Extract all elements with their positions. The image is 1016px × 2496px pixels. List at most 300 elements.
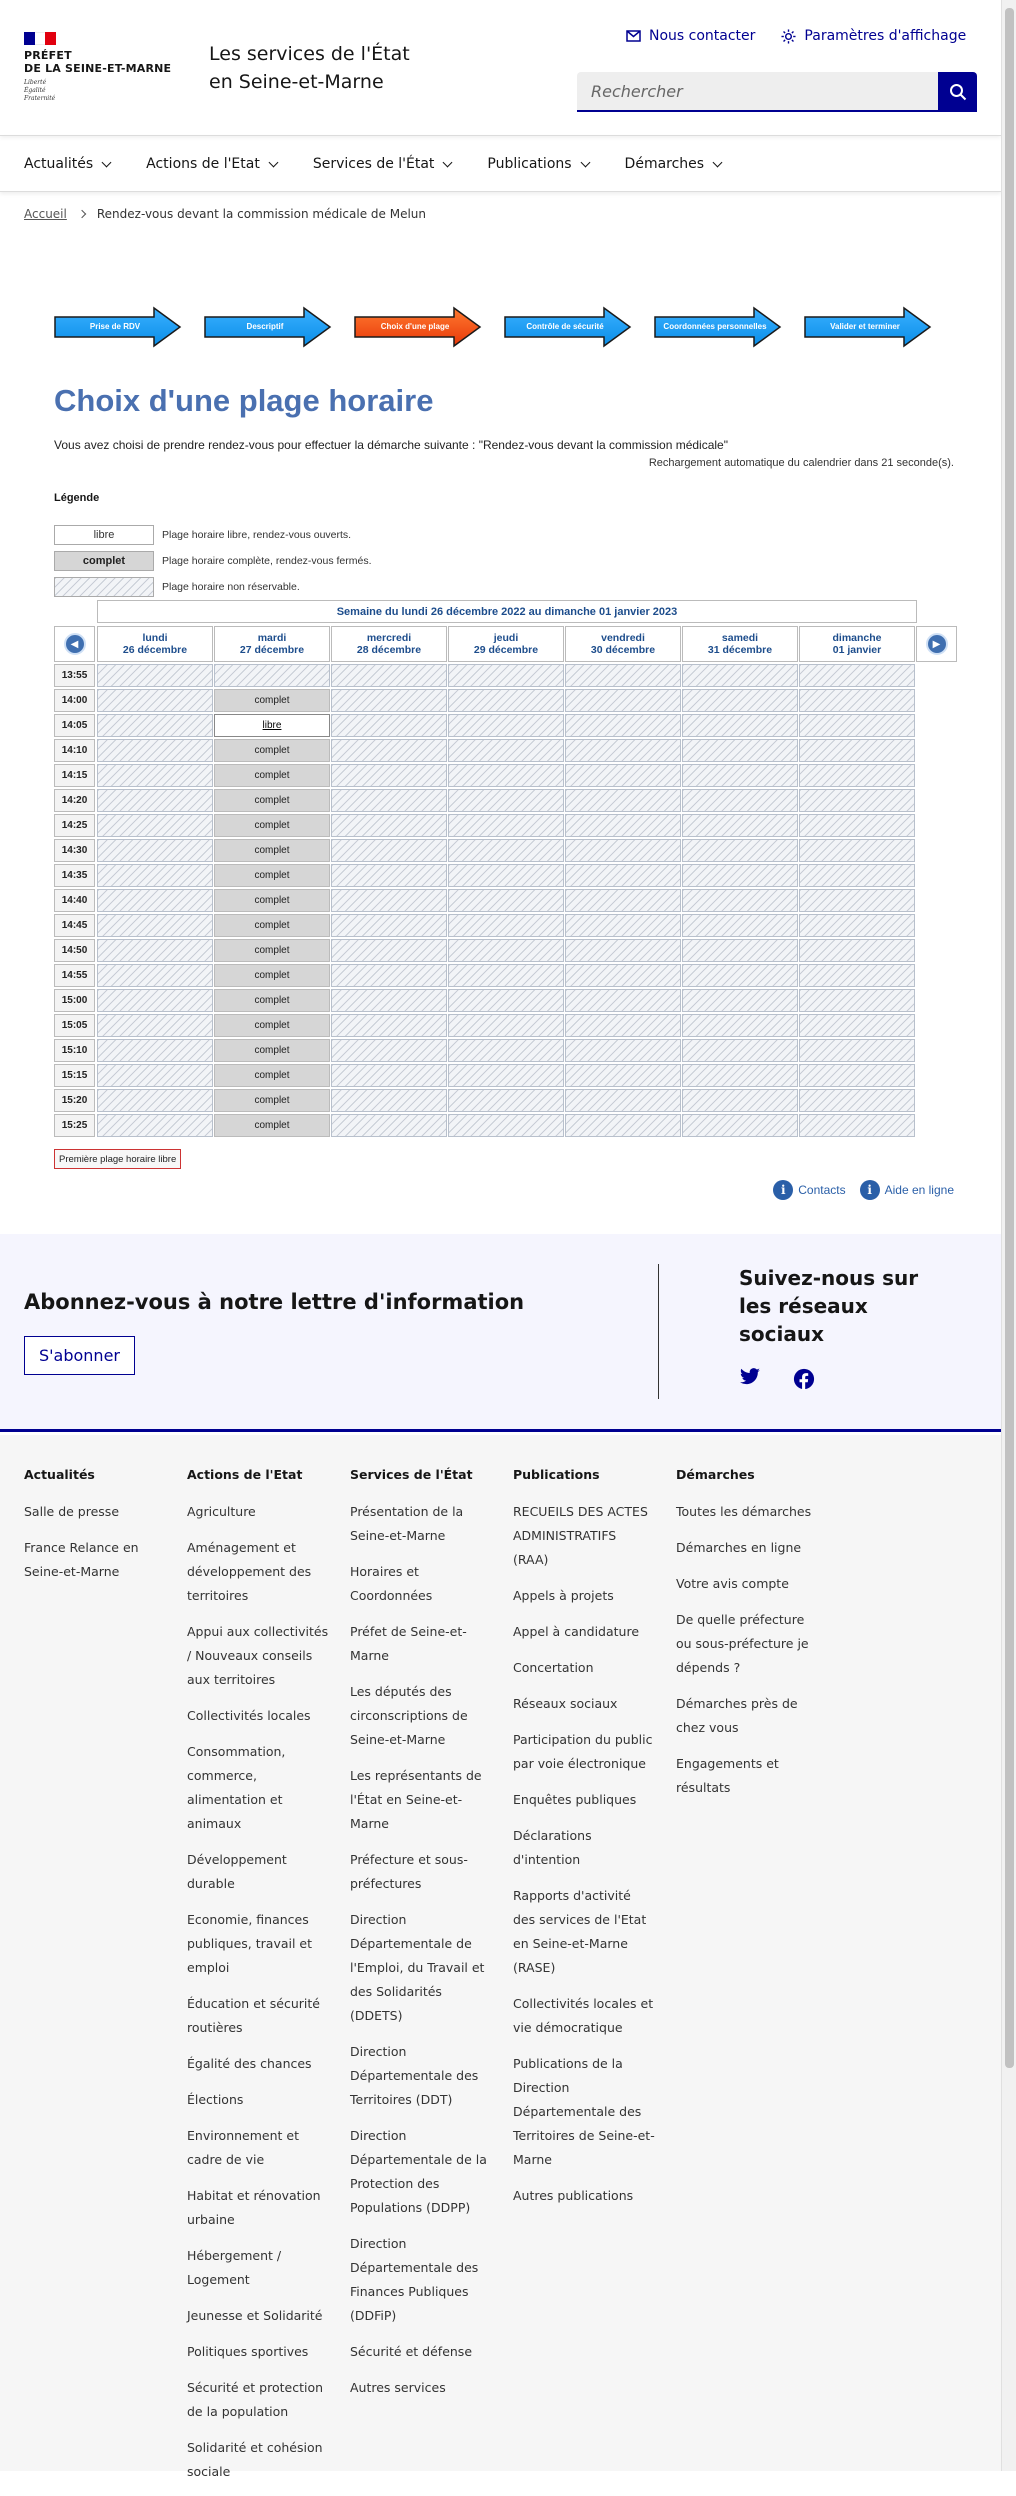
next-week-button[interactable] — [916, 626, 957, 662]
slot-full: complet — [214, 889, 330, 912]
slot-unavailable — [682, 989, 798, 1012]
slot-unavailable — [448, 714, 564, 737]
slot-full: complet — [214, 964, 330, 987]
wizard-step — [354, 307, 482, 347]
footer-link[interactable]: Préfet de Seine-et-Marne — [350, 1624, 467, 1663]
site-title[interactable]: Les services de l'État en Seine-et-Marne — [209, 43, 410, 93]
day-name: jeudi — [493, 632, 519, 644]
slot-full: complet — [214, 864, 330, 887]
slot-unavailable — [97, 1014, 213, 1037]
day-header — [214, 626, 330, 662]
slot-unavailable — [97, 1114, 213, 1137]
slot-unavailable — [331, 664, 447, 687]
slot-unavailable — [331, 1114, 447, 1137]
time-label: 15:00 — [54, 989, 95, 1012]
contacts-label: Contacts — [798, 1183, 846, 1197]
slot-full: complet — [214, 1039, 330, 1062]
slot-unavailable — [331, 764, 447, 787]
slot-unavailable — [331, 739, 447, 762]
slot-unavailable — [448, 939, 564, 962]
slot-unavailable — [799, 889, 915, 912]
wizard-step — [654, 307, 782, 347]
footer-link[interactable]: France Relance en Seine-et-Marne — [24, 1540, 139, 1579]
slot-unavailable — [682, 1114, 798, 1137]
legend-box-unavailable — [54, 577, 154, 597]
time-label: 14:30 — [54, 839, 95, 862]
nav-label: Actualités — [24, 156, 94, 172]
breadcrumb — [24, 207, 426, 221]
info-icon: i — [773, 1180, 793, 1200]
time-row — [54, 839, 959, 862]
time-row — [54, 939, 959, 962]
slot-unavailable — [565, 914, 681, 937]
footer-link[interactable]: Solidarité et cohésion sociale — [187, 2440, 323, 2479]
slot-unavailable — [565, 889, 681, 912]
nav-item-publications[interactable] — [487, 136, 588, 192]
slot-unavailable — [565, 1114, 681, 1137]
slot-unavailable — [565, 964, 681, 987]
slot-unavailable — [565, 1014, 681, 1037]
slot-unavailable — [799, 714, 915, 737]
slot-unavailable — [799, 989, 915, 1012]
footer-link[interactable]: Publications de la Direction Départementale des Territoires de Seine-et-Marne — [513, 2056, 655, 2167]
chevron-down-icon — [443, 157, 453, 167]
newsletter-section — [0, 1234, 1001, 1432]
footer-link[interactable]: Les représentants de l'État en Seine-et-Marne — [350, 1768, 482, 1831]
wizard-steps — [54, 307, 932, 347]
nav-item-actions[interactable] — [146, 136, 277, 192]
footer-link[interactable]: Collectivités locales — [187, 1708, 311, 1723]
slot-unavailable — [682, 1089, 798, 1112]
footer-link[interactable]: Participation du public par voie électronique — [513, 1732, 653, 1771]
time-label: 15:05 — [54, 1014, 95, 1037]
time-row — [54, 1114, 959, 1137]
main-nav — [0, 136, 1001, 192]
slot-unavailable — [682, 864, 798, 887]
slot-unavailable — [682, 714, 798, 737]
slot-unavailable — [565, 764, 681, 787]
slot-unavailable — [448, 1014, 564, 1037]
chevron-down-icon — [268, 157, 278, 167]
time-label: 14:05 — [54, 714, 95, 737]
footer-link[interactable]: Autres services — [350, 2380, 446, 2395]
slot-unavailable — [565, 689, 681, 712]
time-label: 14:45 — [54, 914, 95, 937]
slot-unavailable — [448, 789, 564, 812]
footer-link[interactable]: Démarches près de chez vous — [676, 1696, 798, 1735]
slot-unavailable — [97, 714, 213, 737]
prefet-logo[interactable] — [24, 32, 174, 103]
wizard-step — [204, 307, 332, 347]
arrow-left-icon: ◀ — [64, 633, 86, 655]
footer-link[interactable]: Appels à projets — [513, 1588, 614, 1603]
time-label: 15:15 — [54, 1064, 95, 1087]
slot-full: complet — [214, 939, 330, 962]
slot-full: complet — [214, 789, 330, 812]
online-help-label: Aide en ligne — [884, 1183, 954, 1197]
reload-notice: Rechargement automatique du calendrier dans 21 seconde(s). — [648, 457, 954, 469]
footer-link[interactable]: Sécurité et défense — [350, 2344, 473, 2359]
slot-unavailable — [331, 989, 447, 1012]
day-date: 26 décembre — [122, 644, 188, 656]
legend-full — [54, 551, 372, 571]
contact-link[interactable] — [626, 28, 755, 44]
contacts-link[interactable] — [773, 1180, 845, 1200]
slot-unavailable — [799, 914, 915, 937]
footer-heading: Actions de l'Etat — [187, 1467, 303, 1482]
day-date: 29 décembre — [473, 644, 539, 656]
social-title: Suivez-nous sur les réseaux sociaux — [739, 1266, 919, 1346]
breadcrumb-home[interactable]: Accueil — [24, 207, 67, 221]
slot-unavailable — [97, 964, 213, 987]
nav-item-services[interactable] — [313, 136, 452, 192]
time-row — [54, 689, 959, 712]
legend-none — [54, 577, 300, 597]
slot-unavailable — [97, 914, 213, 937]
day-name: mercredi — [366, 632, 412, 644]
footer-link[interactable]: Direction Départementale des Territoires (DDT) — [350, 2044, 479, 2107]
slot-unavailable — [448, 1039, 564, 1062]
legend-text: Plage horaire libre, rendez-vous ouverts. — [162, 529, 352, 541]
footer-link[interactable]: Présentation de la Seine-et-Marne — [350, 1504, 464, 1543]
divider — [658, 1264, 659, 1399]
time-row — [54, 1039, 959, 1062]
day-name: samedi — [721, 632, 759, 644]
footer-heading: Actualités — [24, 1467, 95, 1482]
intro-text: Vous avez choisi de prendre rendez-vous pour effectuer la démarche suivante : "Rendez-vous devant la commission médicale" — [54, 438, 728, 452]
day-name: mardi — [257, 632, 287, 644]
motto-1: Liberté — [24, 79, 47, 86]
slot-unavailable — [448, 889, 564, 912]
footer-heading: Démarches — [676, 1467, 755, 1482]
day-date: 01 janvier — [832, 644, 882, 656]
wizard-step — [804, 307, 932, 347]
wizard-step — [504, 307, 632, 347]
footer-link[interactable]: Direction Départementale de l'Emploi, du Travail et des Solidarités (DDETS) — [350, 1912, 485, 2023]
day-date: 28 décembre — [356, 644, 422, 656]
slot-unavailable — [565, 1039, 681, 1062]
footer-link[interactable]: Aménagement et développement des territoires — [187, 1540, 312, 1603]
slot-unavailable — [448, 989, 564, 1012]
first-free-slot-button[interactable]: Première plage horaire libre — [54, 1149, 181, 1169]
slot-full: complet — [214, 839, 330, 862]
footer-link[interactable]: Autres publications — [513, 2188, 634, 2203]
slot-full: complet — [214, 989, 330, 1012]
slot-unavailable — [448, 1114, 564, 1137]
slot-unavailable — [448, 1064, 564, 1087]
slot-unavailable — [682, 664, 798, 687]
wizard-step-label: Descriptif — [246, 322, 284, 331]
time-row — [54, 1064, 959, 1087]
day-name: vendredi — [601, 632, 645, 644]
time-row — [54, 814, 959, 837]
search-icon — [949, 83, 967, 101]
slot-unavailable — [565, 989, 681, 1012]
time-label: 15:25 — [54, 1114, 95, 1137]
slot-unavailable — [97, 1039, 213, 1062]
slot-unavailable — [682, 1064, 798, 1087]
time-row — [54, 739, 959, 762]
slot-unavailable — [331, 1064, 447, 1087]
subscribe-button[interactable]: S'abonner — [24, 1336, 135, 1375]
page-scrollbar[interactable] — [1001, 0, 1016, 2471]
slot-unavailable — [331, 689, 447, 712]
info-icon: i — [860, 1180, 880, 1200]
slot-unavailable — [565, 714, 681, 737]
slot-unavailable — [448, 814, 564, 837]
slot-unavailable — [799, 814, 915, 837]
time-row — [54, 1014, 959, 1037]
legend-text: Plage horaire non réservable. — [162, 581, 300, 593]
wizard-step-label: Choix d'une plage — [380, 322, 450, 331]
slot-unavailable — [214, 664, 330, 687]
day-header — [448, 626, 564, 662]
slot-unavailable — [565, 864, 681, 887]
scrollbar-thumb[interactable] — [1005, 8, 1014, 2068]
slot-unavailable — [682, 814, 798, 837]
time-label: 14:50 — [54, 939, 95, 962]
footer-column — [24, 1467, 166, 1596]
slot-unavailable — [682, 964, 798, 987]
slot-unavailable — [799, 939, 915, 962]
arrow-right-icon: ▶ — [926, 633, 948, 655]
slot-full: complet — [214, 1089, 330, 1112]
site-header — [0, 0, 1001, 136]
footer-link[interactable]: Votre avis compte — [676, 1576, 789, 1591]
footer-link[interactable]: Appel à candidature — [513, 1624, 640, 1639]
time-row — [54, 1089, 959, 1112]
slot-unavailable — [799, 764, 915, 787]
slot-unavailable — [565, 939, 681, 962]
footer-link[interactable]: Hébergement / Logement — [187, 2248, 282, 2287]
legend-box-free: libre — [54, 525, 154, 545]
slot-unavailable — [565, 664, 681, 687]
slot-unavailable — [799, 789, 915, 812]
slot-unavailable — [799, 964, 915, 987]
time-row — [54, 764, 959, 787]
previous-week-button[interactable] — [54, 626, 95, 662]
slot-unavailable — [565, 839, 681, 862]
slot-unavailable — [97, 814, 213, 837]
slot-unavailable — [448, 689, 564, 712]
footer-column — [350, 1467, 492, 2412]
slot-unavailable — [448, 839, 564, 862]
slot-unavailable — [682, 689, 798, 712]
footer-link[interactable]: Appui aux collectivités / Nouveaux conseils aux territoires — [187, 1624, 329, 1687]
footer-link[interactable]: Jeunesse et Solidarité — [187, 2308, 323, 2323]
slot-unavailable — [97, 839, 213, 862]
newsletter-title: Abonnez-vous à notre lettre d'information — [24, 1290, 525, 1314]
facebook-icon[interactable] — [793, 1368, 815, 1394]
wizard-step — [54, 307, 182, 347]
slot-unavailable — [799, 664, 915, 687]
time-label: 14:10 — [54, 739, 95, 762]
legend-text: Plage horaire complète, rendez-vous fermés. — [162, 555, 372, 567]
logo-line1: PRÉFET — [24, 49, 72, 62]
slot-unavailable — [682, 764, 798, 787]
slot-unavailable — [682, 1039, 798, 1062]
slot-free[interactable]: libre — [214, 714, 330, 737]
slot-unavailable — [97, 864, 213, 887]
time-row — [54, 864, 959, 887]
footer-link[interactable]: RECUEILS DES ACTES ADMINISTRATIFS (RAA) — [513, 1504, 648, 1567]
slot-unavailable — [97, 939, 213, 962]
slot-unavailable — [799, 1064, 915, 1087]
slot-unavailable — [97, 789, 213, 812]
slot-unavailable — [448, 739, 564, 762]
chevron-down-icon — [580, 157, 590, 167]
slot-full: complet — [214, 814, 330, 837]
chevron-right-icon — [78, 210, 86, 218]
footer-link[interactable]: Les députés des circonscriptions de Seine-et-Marne — [350, 1684, 468, 1747]
day-date: 30 décembre — [590, 644, 656, 656]
slot-unavailable — [331, 1039, 447, 1062]
time-row — [54, 889, 959, 912]
slot-unavailable — [331, 914, 447, 937]
slot-unavailable — [448, 664, 564, 687]
footer-link[interactable]: Démarches en ligne — [676, 1540, 802, 1555]
display-settings-link[interactable] — [781, 28, 966, 44]
footer-link[interactable]: Sécurité et protection de la population — [187, 2380, 324, 2419]
slot-unavailable — [97, 739, 213, 762]
wizard-step-label: Coordonnées personnelles — [663, 322, 767, 331]
legend-free — [54, 525, 351, 545]
time-label: 14:40 — [54, 889, 95, 912]
time-row — [54, 989, 959, 1012]
slot-full: complet — [214, 914, 330, 937]
slot-full: complet — [214, 1064, 330, 1087]
slot-unavailable — [565, 789, 681, 812]
wizard-step-label: Contrôle de sécurité — [526, 322, 604, 331]
footer-link[interactable]: Déclarations d'intention — [513, 1828, 592, 1867]
day-header — [682, 626, 798, 662]
time-row — [54, 789, 959, 812]
footer-link[interactable]: Consommation, commerce, alimentation et animaux — [187, 1744, 286, 1831]
slot-unavailable — [448, 964, 564, 987]
footer-link[interactable]: Direction Départementale des Finances Publiques (DDFiP) — [350, 2236, 479, 2323]
slot-unavailable — [799, 1014, 915, 1037]
online-help-link[interactable] — [860, 1180, 954, 1200]
day-header — [331, 626, 447, 662]
footer-link[interactable]: Élections — [187, 2092, 244, 2107]
footer-heading: Publications — [513, 1467, 600, 1482]
time-label: 14:25 — [54, 814, 95, 837]
slot-unavailable — [682, 939, 798, 962]
footer-link[interactable]: De quelle préfecture ou sous-préfecture je dépends ? — [676, 1612, 809, 1675]
legend-title: Légende — [54, 492, 100, 504]
footer-column — [187, 1467, 335, 2496]
slot-unavailable — [799, 864, 915, 887]
footer-column — [676, 1467, 818, 1812]
footer-heading: Services de l'État — [350, 1467, 473, 1482]
slot-unavailable — [682, 889, 798, 912]
footer-link[interactable]: Agriculture — [187, 1504, 256, 1519]
time-label: 15:20 — [54, 1089, 95, 1112]
slot-unavailable — [97, 1064, 213, 1087]
slot-unavailable — [97, 1089, 213, 1112]
footer-link[interactable]: Economie, finances publiques, travail et emploi — [187, 1912, 313, 1975]
slot-unavailable — [799, 689, 915, 712]
slot-unavailable — [97, 764, 213, 787]
search-bar — [577, 72, 977, 112]
nav-label: Services de l'État — [312, 156, 435, 172]
time-label: 14:35 — [54, 864, 95, 887]
footer-link[interactable]: Salle de presse — [24, 1504, 120, 1519]
slot-unavailable — [97, 989, 213, 1012]
slot-unavailable — [682, 914, 798, 937]
footer-link[interactable]: Direction Départementale de la Protection des Populations (DDPP) — [350, 2128, 487, 2215]
contact-label: Nous contacter — [649, 28, 756, 44]
nav-item-actualites[interactable] — [24, 136, 110, 192]
slot-unavailable — [682, 789, 798, 812]
legend-box-full: complet — [54, 551, 154, 571]
slot-unavailable — [565, 1089, 681, 1112]
slot-unavailable — [799, 739, 915, 762]
time-label: 14:55 — [54, 964, 95, 987]
footer-link[interactable]: Toutes les démarches — [676, 1504, 812, 1519]
time-label: 13:55 — [54, 664, 95, 687]
slot-unavailable — [331, 889, 447, 912]
footer-link[interactable]: Horaires et Coordonnées — [350, 1564, 433, 1603]
time-label: 15:10 — [54, 1039, 95, 1062]
footer-link[interactable]: Habitat et rénovation urbaine — [187, 2188, 321, 2227]
slot-unavailable — [331, 1014, 447, 1037]
footer-link[interactable]: Engagements et résultats — [676, 1756, 779, 1795]
nav-item-demarches[interactable] — [625, 136, 722, 192]
footer-link[interactable]: Développement durable — [187, 1852, 287, 1891]
twitter-icon[interactable] — [739, 1368, 761, 1394]
wizard-step-label: Prise de RDV — [89, 322, 141, 331]
footer-link[interactable]: Concertation — [513, 1660, 594, 1675]
slot-unavailable — [97, 664, 213, 687]
slot-unavailable — [682, 839, 798, 862]
footer-link[interactable]: Égalité des chances — [187, 2056, 312, 2071]
nav-label: Démarches — [624, 156, 705, 172]
slot-unavailable — [799, 1114, 915, 1137]
day-date: 31 décembre — [707, 644, 773, 656]
footer-link[interactable]: Environnement et cadre de vie — [187, 2128, 299, 2167]
slot-unavailable — [799, 1089, 915, 1112]
slot-unavailable — [799, 839, 915, 862]
footer-link[interactable]: Rapports d'activité des services de l'Etat en Seine-et-Marne (RASE) — [513, 1888, 647, 1975]
logo-line2: DE LA SEINE-ET-MARNE — [24, 62, 172, 75]
day-name: dimanche — [832, 632, 882, 644]
footer-link[interactable]: Préfecture et sous-préfectures — [350, 1852, 468, 1891]
search-input[interactable]: Rechercher — [577, 72, 938, 112]
time-row — [54, 914, 959, 937]
slot-unavailable — [682, 1014, 798, 1037]
footer-link[interactable]: Collectivités locales et vie démocratique — [513, 1996, 654, 2035]
slot-unavailable — [97, 689, 213, 712]
footer-link[interactable]: Réseaux sociaux — [513, 1696, 618, 1711]
search-button[interactable] — [938, 72, 977, 112]
day-date: 27 décembre — [239, 644, 305, 656]
motto-3: Fraternité — [24, 95, 56, 102]
footer-link[interactable]: Politiques sportives — [187, 2344, 309, 2359]
chevron-down-icon — [713, 157, 723, 167]
footer-link[interactable]: Enquêtes publiques — [513, 1792, 637, 1807]
time-label: 14:15 — [54, 764, 95, 787]
footer-link[interactable]: Éducation et sécurité routières — [187, 1996, 320, 2035]
day-name: lundi — [142, 632, 168, 644]
slot-unavailable — [565, 739, 681, 762]
time-label: 14:00 — [54, 689, 95, 712]
slot-unavailable — [331, 964, 447, 987]
breadcrumb-current: Rendez-vous devant la commission médicale de Melun — [96, 207, 427, 221]
time-label: 14:20 — [54, 789, 95, 812]
slot-unavailable — [799, 1039, 915, 1062]
french-flag-icon — [24, 32, 56, 45]
